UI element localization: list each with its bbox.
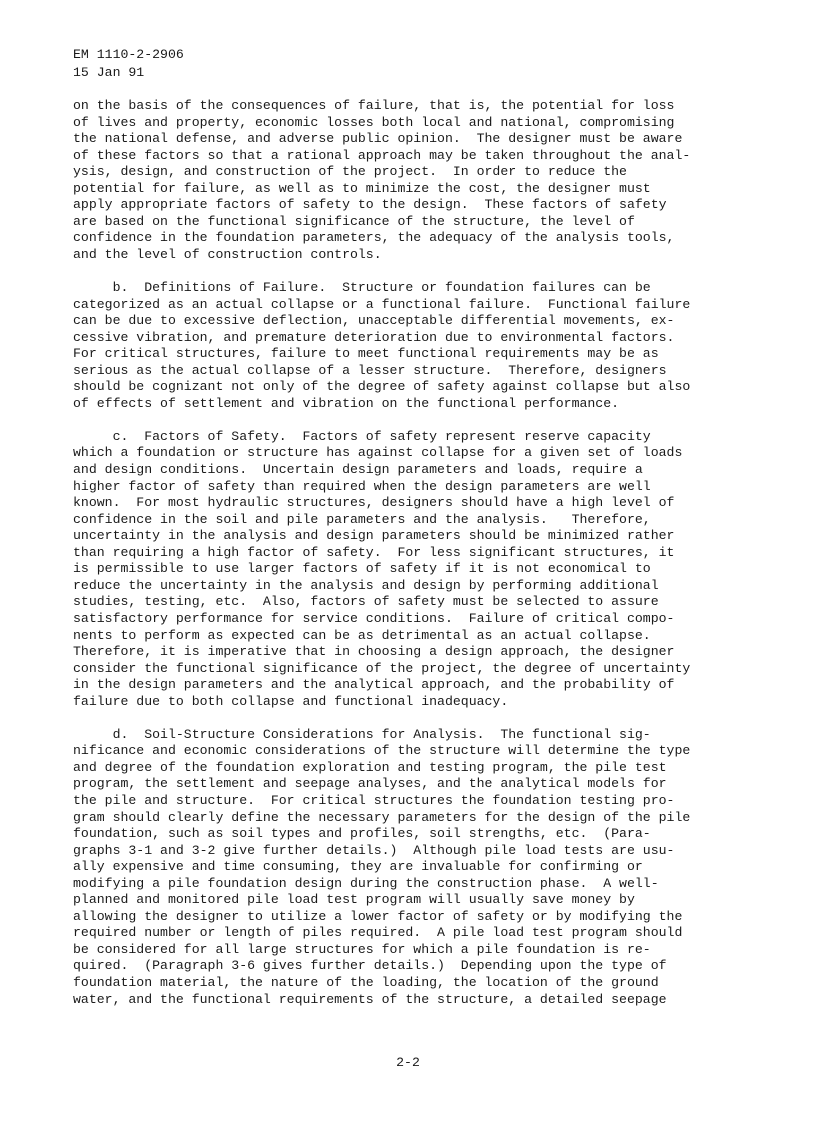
page-header — [73, 46, 184, 81]
paragraph-c-factors-of-safety: c. Factors of Safety. Factors of safety represent reserve capacity which a foundation or structure has against collapse for a given set of loads and design conditions. Uncertain design parameters and loads, require a higher factor of safety than required when the design parameters are well known. For most hydraulic structures, designers should have a high level of confidence in the soil and pile parameters and the analysis. Therefore, uncertainty in the analysis and design parameters should be minimized rather than requiring a high factor of safety. For less significant structures, it is permissible to use larger factors of safety if it is not economical to reduce the uncertainty in the analysis and design by performing additional studies, testing, etc. Also, factors of safety must be selected to assure satisfactory performance for service conditions. Failure of critical compo- nents to perform as expected can be as detrimental as an actual collapse. Therefore, it is imperative that in choosing a design approach, the designer consider the functional significance of the project, the degree of uncertainty in the design parameters and the analytical approach, and the probability of failure due to both collapse and functional inadequacy. — [73, 428, 691, 709]
paragraph-d-soil-structure-considerations: d. Soil-Structure Considerations for Analysis. The functional sig- nificance and economic considerations of the structure will determine the type and degree of the foundation exploration and testing program, the pile test program, the settlement and seepage analyses, and the analytical models for the pile and structure. For critical structures the foundation testing pro- gram should clearly define the necessary parameters for the design of the pile foundation, such as soil types and profiles, soil strengths, etc. (Para- graphs 3-1 and 3-2 give further details.) Although pile load tests are usu- ally expensive and time consuming, they are invaluable for confirming or modifying a pile foundation design during the construction phase. A well- planned and monitored pile load test program will usually save money by allowing the designer to utilize a lower factor of safety or by modifying the required number or length of piles required. A pile load test program should be considered for all large structures for which a pile foundation is re- quired. (Paragraph 3-6 gives further details.) Depending upon the type of foundation material, the nature of the loading, the location of the ground water, and the functional requirements of the structure, a detailed seepage — [73, 726, 691, 1007]
document-date: 15 Jan 91 — [73, 64, 145, 80]
paragraph-intro-continued: on the basis of the consequences of failure, that is, the potential for loss of lives and property, economic losses both local and national, compromising the national defense, and adverse public opinion. The designer must be aware of these factors so that a rational approach may be taken throughout the anal- ysis, design, and construction of the project. In order to reduce the potential for failure, as well as to minimize the cost, the designer must apply appropriate factors of safety to the design. These factors of safety are based on the functional significance of the structure, the level of confidence in the foundation parameters, the adequacy of the analysis tools, and the level of construction controls. — [73, 98, 691, 262]
paragraph-b-definitions-of-failure: b. Definitions of Failure. Structure or foundation failures can be categorized as an actual collapse or a functional failure. Functional failure can be due to excessive deflection, unacceptable differential movements, ex- cessive vibration, and premature deterioration due to environmental factors. For critical structures, failure to meet functional requirements may be as serious as the actual collapse of a lesser structure. Therefore, designers should be cognizant not only of the degree of safety against collapse but also of effects of settlement and vibration on the functional performance. — [73, 280, 691, 411]
document-body — [73, 98, 813, 1025]
page-number: 2-2 — [396, 1055, 420, 1070]
document-number: EM 1110-2-2906 — [73, 47, 184, 62]
